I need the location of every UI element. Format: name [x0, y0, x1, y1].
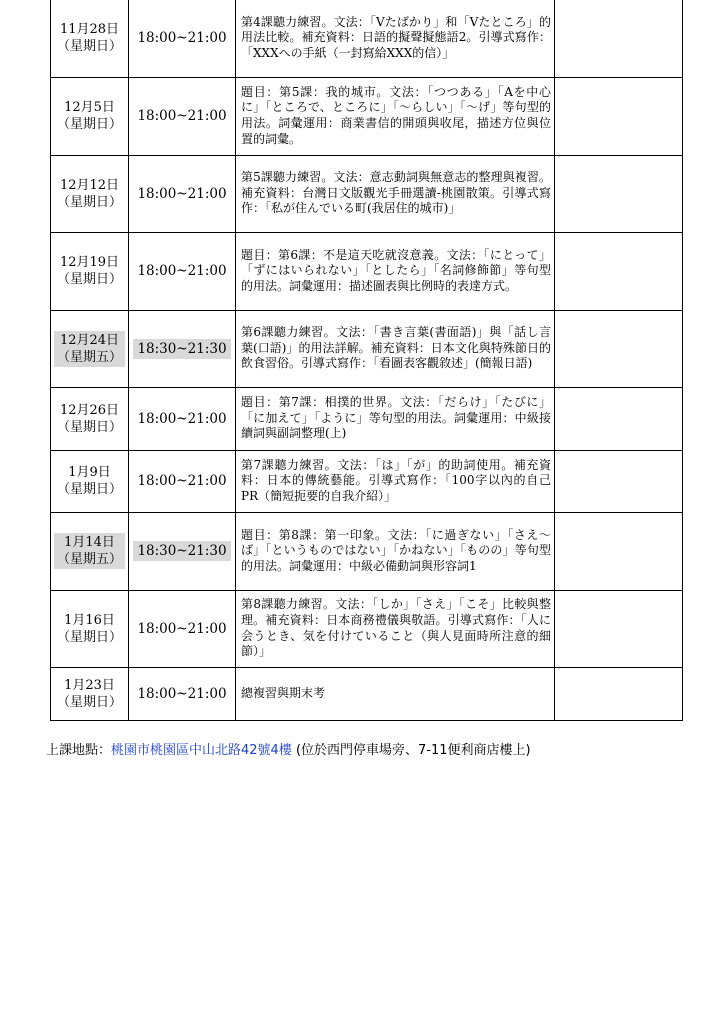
remarks-cell: [555, 512, 683, 590]
date-text: 12月5日: [64, 100, 115, 115]
location-address: 桃園市桃園區中山北路42號4樓: [111, 743, 292, 758]
date-highlight: [54, 611, 125, 647]
time-text: 18:00~21:00: [137, 685, 227, 702]
date-highlight: [54, 401, 125, 437]
date-text: 1月14日: [64, 535, 115, 550]
schedule-row: [51, 310, 683, 387]
date-text: 12月26日: [59, 402, 120, 418]
time-cell: [129, 450, 236, 512]
date-highlight: [54, 98, 125, 134]
time-text: 18:00~21:00: [137, 620, 227, 637]
remarks-cell: [555, 232, 683, 310]
date-cell: [51, 590, 129, 667]
date-highlight: [54, 176, 125, 212]
schedule-row: [51, 232, 683, 310]
date-cell: [51, 512, 129, 590]
time-text: 18:00~21:00: [137, 108, 227, 124]
date-highlight: [54, 20, 125, 56]
date-cell: [51, 155, 129, 232]
lesson-content: 題目：第6課：不是這天吃就沒意義。文法：「にとって」「ずにはいられない」「としたら」「名詞修飾節」等句型的用法。詞彙運用：描述圖表與比例時的表達方式。: [236, 232, 555, 310]
date-cell: [51, 77, 129, 155]
lesson-content: 題目：第8課：第一印象。文法：「に過ぎない」「さえ～ば」「というものではない」「かねない」「ものの」等句型的用法。詞彙運用：中級必備動詞與形容詞1: [236, 512, 555, 590]
schedule-row: [51, 667, 683, 720]
schedule-row: [51, 155, 683, 232]
date-highlight: [54, 676, 125, 712]
time-cell: [129, 155, 236, 232]
remarks-cell: [555, 77, 683, 155]
time-cell: [129, 667, 236, 720]
date-cell: [51, 667, 129, 720]
lesson-content: 題目：第7課：相撲的世界。文法：「だらけ」「たびに」「に加えて」「ように」等句型的用法。詞彙運用：中級接續詞與副詞整理(上): [236, 387, 555, 450]
date-highlight: [54, 533, 125, 569]
time-cell: [129, 232, 236, 310]
lesson-content: 第6課聽力練習。文法：「書き言葉(書面語)」與「話し言葉(口語)」的用法詳解。補充資料：日本文化與特殊節日的飲食習俗。引導式寫作：「看圖表客觀敘述」(簡報日語): [236, 310, 555, 387]
weekday-text: （星期日）: [56, 39, 122, 55]
weekday-text: （星期五）: [56, 349, 122, 365]
weekday-text: （星期日）: [56, 194, 122, 210]
date-cell: [51, 310, 129, 387]
date-cell: [51, 450, 129, 512]
remarks-cell: [555, 450, 683, 512]
time-text: 18:00~21:00: [137, 263, 227, 279]
schedule-table: [50, 0, 683, 721]
time-text: 18:00~21:00: [137, 410, 227, 427]
time-cell: [129, 77, 236, 155]
time-cell: [129, 590, 236, 667]
schedule-row: [51, 0, 683, 77]
date-text: 1月23日: [64, 677, 115, 693]
lesson-content: 總複習與期末考: [236, 667, 555, 720]
time-cell: [129, 0, 236, 77]
date-cell: [51, 0, 129, 77]
lesson-content: 題目：第5課：我的城市。文法：「つつある」「Aを中心に」「ところで、ところに」「～らしい」「～げ」等句型的用法。詞彙運用：商業書信的開頭與收尾，描述方位與位置的詞彙。: [236, 77, 555, 155]
location-note: (位於西門停車場旁、7-11便利商店樓上): [291, 743, 531, 758]
weekday-text: （星期日）: [56, 272, 122, 287]
lesson-content: 第5課聽力練習。文法：意志動詞與無意志的整理與複習。補充資料：台灣日文版觀光手冊選讀-桃園散策。引導式寫作：「私が住んでいる町(我居住的城市)」: [236, 155, 555, 232]
date-text: 12月24日: [59, 332, 120, 348]
schedule-row: [51, 77, 683, 155]
remarks-cell: [555, 310, 683, 387]
date-text: 12月19日: [59, 255, 120, 270]
schedule-row: [51, 387, 683, 450]
time-cell: [129, 387, 236, 450]
date-text: 11月28日: [59, 22, 120, 38]
schedule-row: [51, 450, 683, 512]
weekday-text: （星期日）: [56, 482, 122, 497]
schedule-row: [51, 512, 683, 590]
date-highlight: [54, 253, 125, 289]
time-text: 18:00~21:00: [137, 473, 227, 489]
schedule-row: [51, 590, 683, 667]
date-text: 1月16日: [64, 612, 115, 628]
lesson-content: 第7課聽力練習。文法：「は」「が」的助詞使用。補充資料：日本的傳統藝能。引導式寫作：「100字以內的自己PR（簡短扼要的自我介紹）」: [236, 450, 555, 512]
remarks-cell: [555, 0, 683, 77]
remarks-cell: [555, 155, 683, 232]
date-text: 12月12日: [59, 177, 120, 193]
date-cell: [51, 232, 129, 310]
date-cell: [51, 387, 129, 450]
time-text: 18:00~21:00: [137, 30, 227, 47]
lesson-content: 第8課聽力練習。文法：「しか」「さえ」「こそ」比較與整理。補充資料：日本商務禮儀與敬語。引導式寫作：「人に会うとき、気を付けていること（與人見面時所注意的細節）」: [236, 590, 555, 667]
time-text: 18:30~21:30: [133, 339, 230, 359]
weekday-text: （星期日）: [56, 117, 122, 132]
remarks-cell: [555, 667, 683, 720]
schedule-body: [51, 0, 683, 720]
location-label: 上課地點：: [46, 743, 112, 758]
time-cell: [129, 310, 236, 387]
weekday-text: （星期日）: [56, 694, 122, 710]
lesson-content: 第4課聽力練習。文法：「Vたばかり」和「Vたところ」的用法比較。補充資料：日語的擬聲擬態語2。引導式寫作：「XXXへの手紙（一封寫給XXX的信）」: [236, 0, 555, 77]
time-cell: [129, 512, 236, 590]
class-location: [46, 739, 696, 758]
date-text: 1月9日: [68, 465, 111, 480]
remarks-cell: [555, 590, 683, 667]
date-highlight: [54, 463, 125, 499]
remarks-cell: [555, 387, 683, 450]
time-text: 18:30~21:30: [133, 541, 230, 561]
date-highlight: [54, 331, 125, 367]
weekday-text: （星期日）: [56, 419, 122, 435]
weekday-text: （星期五）: [56, 552, 122, 567]
weekday-text: （星期日）: [56, 629, 122, 645]
time-text: 18:00~21:00: [137, 185, 227, 202]
